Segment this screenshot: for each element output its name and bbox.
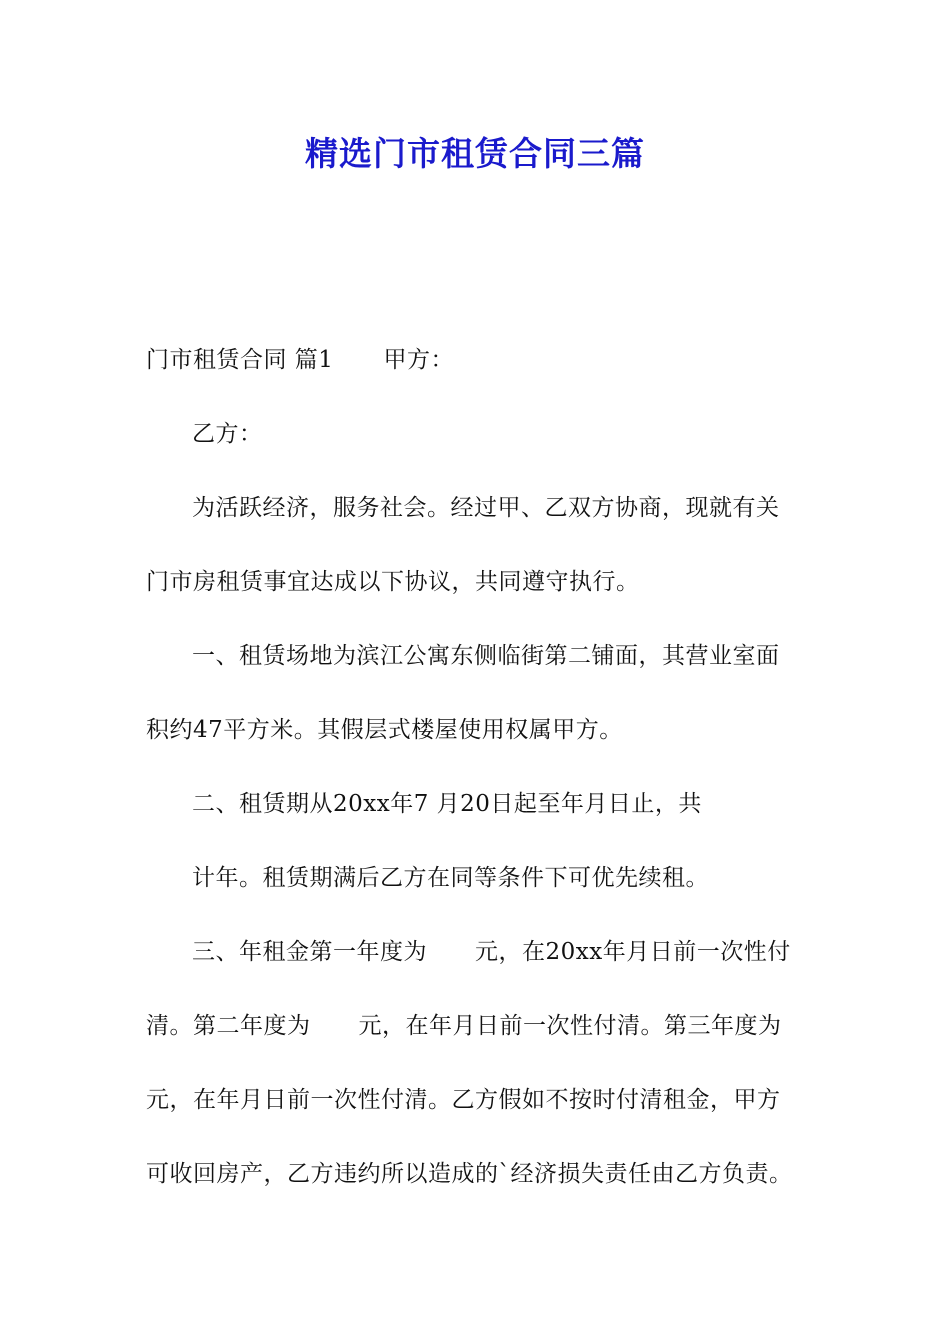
- line-segment: 清。第二年度为: [146, 1013, 311, 1039]
- paragraph-line: [146, 340, 806, 414]
- paragraph-line: [146, 1006, 806, 1080]
- paragraph-line: [146, 932, 806, 1006]
- document-body: [146, 340, 806, 1228]
- line-segment: 三、年租金第一年度为: [192, 939, 427, 965]
- paragraph-line: 一、租赁场地为滨江公寓东侧临街第二铺面，其营业室面: [192, 643, 780, 669]
- line-segment: 元，在20xx年月日前一次性付: [475, 939, 791, 965]
- party-a-label: 甲方：: [383, 347, 454, 373]
- contract-heading: 门市租赁合同 篇1: [146, 347, 334, 373]
- paragraph-line: 计年。租赁期满后乙方在同等条件下可优先续租。: [192, 865, 709, 891]
- document-title: 精选门市租赁合同三篇: [305, 134, 645, 173]
- paragraph-line: 二、租赁期从20xx年7 月20日起至年月日止，共: [192, 791, 702, 817]
- line-segment: 元，在年月日前一次性付清。第三年度为: [358, 1013, 782, 1039]
- paragraph-line: 为活跃经济，服务社会。经过甲、乙双方协商，现就有关: [192, 495, 780, 521]
- paragraph-line: 可收回房产，乙方违约所以造成的`经济损失责任由乙方负责。: [146, 1161, 793, 1187]
- paragraph-line: 积约47平方米。其假层式楼屋使用权属甲方。: [146, 717, 623, 743]
- paragraph-line: 元，在年月日前一次性付清。乙方假如不按时付清租金，甲方: [146, 1087, 781, 1113]
- paragraph-line: 门市房租赁事宜达成以下协议，共同遵守执行。: [146, 569, 640, 595]
- paragraph-line: 乙方：: [192, 421, 263, 447]
